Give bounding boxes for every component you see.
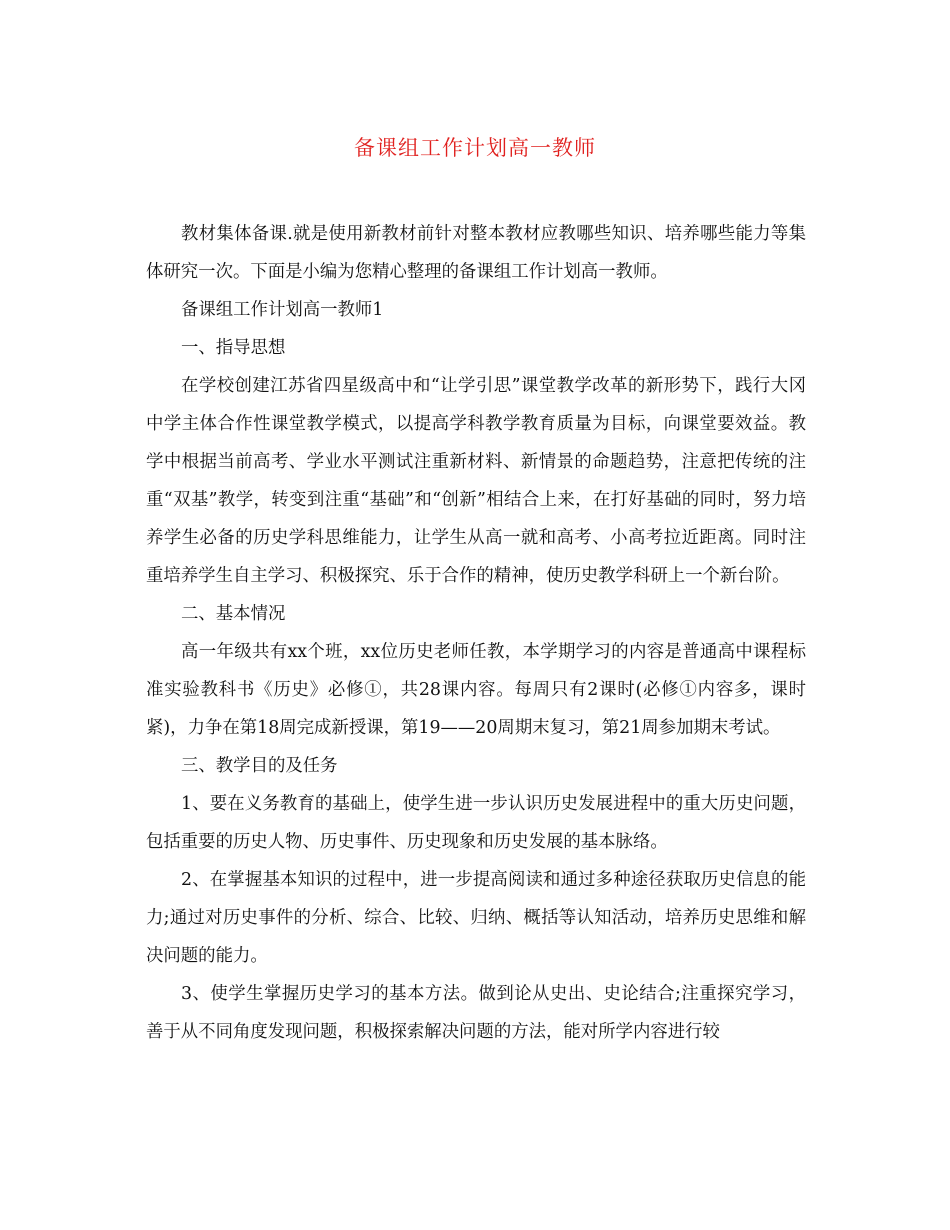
body-paragraph: 高一年级共有xx个班，xx位历史老师任教，本学期学习的内容是普通高中课程标准实验教科书《历史》必修①，共28课内容。每周只有2课时(必修①内容多，课时紧)，力争在第18周完成新授课，第19——20周期末复习，第21周参加期末考试。	[146, 642, 806, 738]
list-item-paragraph: 2、在掌握基本知识的过程中，进一步提高阅读和通过多种途径获取历史信息的能力;通过对历史事件的分析、综合、比较、归纳、概括等认知活动，培养历史思维和解决问题的能力。	[146, 870, 806, 966]
document-title: 备课组工作计划高一教师	[354, 136, 596, 160]
plan-heading: 备课组工作计划高一教师1	[181, 300, 384, 320]
document-body	[146, 215, 806, 1051]
section-heading: 三、教学目的及任务	[181, 756, 338, 776]
list-item-paragraph: 3、使学生掌握历史学习的基本方法。做到论从史出、史论结合;注重探究学习，善于从不同角度发现问题，积极探索解决问题的方法，能对所学内容进行较	[146, 984, 806, 1042]
section-heading: 一、指导思想	[181, 338, 286, 358]
section-heading: 二、基本情况	[181, 604, 286, 624]
body-paragraph: 在学校创建江苏省四星级高中和“让学引思”课堂教学改革的新形势下，践行大冈中学主体合作性课堂教学模式，以提高学科教学教育质量为目标，向课堂要效益。教学中根据当前高考、学业水平测试注重新材料、新情景的命题趋势，注意把传统的注重“双基”教学，转变到注重“基础”和“创新”相结合上来，在打好基础的同时，努力培养学生必备的历史学科思维能力，让学生从高一就和高考、小高考拉近距离。同时注重培养学生自主学习、积极探究、乐于合作的精神，使历史教学科研上一个新台阶。	[146, 376, 806, 586]
intro-paragraph: 教材集体备课.就是使用新教材前针对整本教材应教哪些知识、培养哪些能力等集体研究一次。下面是小编为您精心整理的备课组工作计划高一教师。	[146, 224, 806, 282]
list-item-paragraph: 1、要在义务教育的基础上，使学生进一步认识历史发展进程中的重大历史问题，包括重要的历史人物、历史事件、历史现象和历史发展的基本脉络。	[146, 794, 806, 852]
